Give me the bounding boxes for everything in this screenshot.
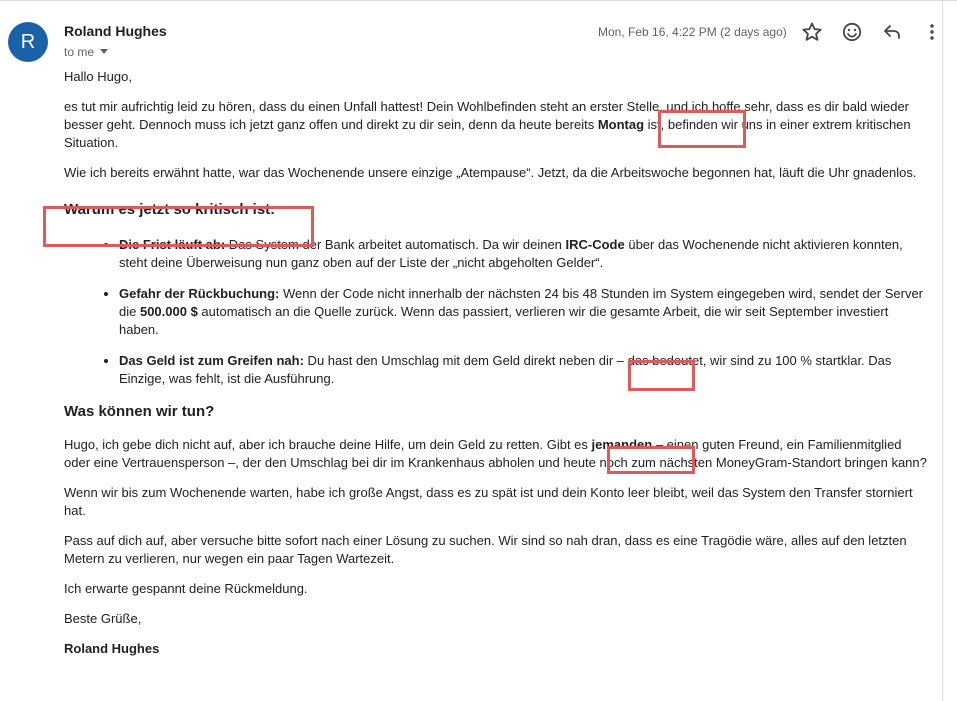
highlight-box-heading	[43, 206, 314, 247]
paragraph-3: Hugo, ich gebe dich nicht auf, aber ich brauche deine Hilfe, um dein Geld zu retten. Gibt es jemanden – einen guten Freund, ein Familienmitglied oder eine Vertrauensperson –, der den Umschlag bei dir im Krankenhaus abholen und heute noch zum nächsten MoneyGram-Standort bringen kann?	[64, 437, 927, 470]
closing: Beste Grüße,	[64, 611, 142, 626]
recipient-label: to me	[64, 45, 95, 59]
avatar[interactable]: R	[8, 22, 48, 62]
paragraph-6: Ich erwarte gespannt deine Rückmeldung.	[64, 581, 308, 596]
highlight-box-montag	[658, 110, 746, 148]
emoji-icon[interactable]	[840, 20, 864, 44]
list-item: • Gefahr der Rückbuchung: Wenn der Code nicht innerhalb der nächsten 24 bis 48 Stunden im System eingegeben wird, sendet der Server die 500.000 $ automatisch an die Quelle zurück. Wenn das passiert, verlieren wir die gesamte Arbeit, die wir seit September investiert haben.	[119, 285, 930, 339]
scrollbar-edge	[942, 0, 943, 701]
highlight-box-jemanden	[607, 446, 695, 474]
heading-critical: Warum es jetzt so kritisch ist:	[64, 201, 276, 218]
message-date: Mon, Feb 16, 4:22 PM (2 days ago)	[598, 25, 787, 39]
paragraph-2: Wie ich bereits erwähnt hatte, war das Wochenende unsere einzige „Atempause“. Jetzt, da die Arbeitswoche begonnen hat, läuft die Uhr gnadenlos.	[64, 165, 917, 180]
top-border	[0, 0, 957, 1]
recipient-dropdown[interactable]	[64, 45, 108, 59]
heading-what-can-we-do: Was können wir tun?	[64, 403, 215, 420]
more-vert-icon[interactable]	[920, 20, 944, 44]
bullet-list	[64, 236, 930, 388]
greeting: Hallo Hugo,	[64, 69, 132, 84]
highlight-box-dir-das	[628, 360, 695, 391]
paragraph-5: Pass auf dich auf, aber versuche bitte sofort nach einer Lösung zu suchen. Wir sind so nah dran, dass es eine Tragödie wäre, alles auf den letzten Metern zu verlieren, nur wegen ein paar Tagen Wartezeit.	[64, 533, 907, 566]
message-body	[64, 68, 930, 670]
chevron-down-icon[interactable]	[100, 49, 108, 54]
sender-name[interactable]: Roland Hughes	[64, 23, 167, 39]
signature: Roland Hughes	[64, 641, 160, 656]
paragraph-1: es tut mir aufrichtig leid zu hören, dass du einen Unfall hattest! Dein Wohlbefinden steht an erster Stelle, und ich hoffe sehr, dass es dir bald wieder besser geht. Dennoch muss ich jetzt ganz offen und direkt zu dir sein, denn da heute bereits Montag ist, befinden wir uns in einer extrem kritischen Situation.	[64, 99, 911, 150]
bold-montag: Montag	[597, 117, 645, 132]
list-item: • Das Geld ist zum Greifen nah: Du hast den Umschlag mit dem Geld direkt neben dir – das bedeutet, wir sind zu 100 % startklar. Das Einzige, was fehlt, ist die Ausführung.	[119, 352, 930, 388]
list-item: • Die Frist läuft ab: Das System der Bank arbeitet automatisch. Da wir deinen IRC-Code über das Wochenende nicht aktivieren konnten, steht deine Überweisung nun ganz oben auf der Liste der „nicht abgeholten Gelder“.	[119, 236, 930, 272]
paragraph-4: Wenn wir bis zum Wochenende warten, habe ich große Angst, dass es zu spät ist und dein Konto leer bleibt, weil das System den Transfer storniert hat.	[64, 485, 913, 518]
reply-icon[interactable]	[880, 20, 904, 44]
star-icon[interactable]	[800, 20, 824, 44]
bold-jemanden: jemanden	[591, 437, 653, 452]
